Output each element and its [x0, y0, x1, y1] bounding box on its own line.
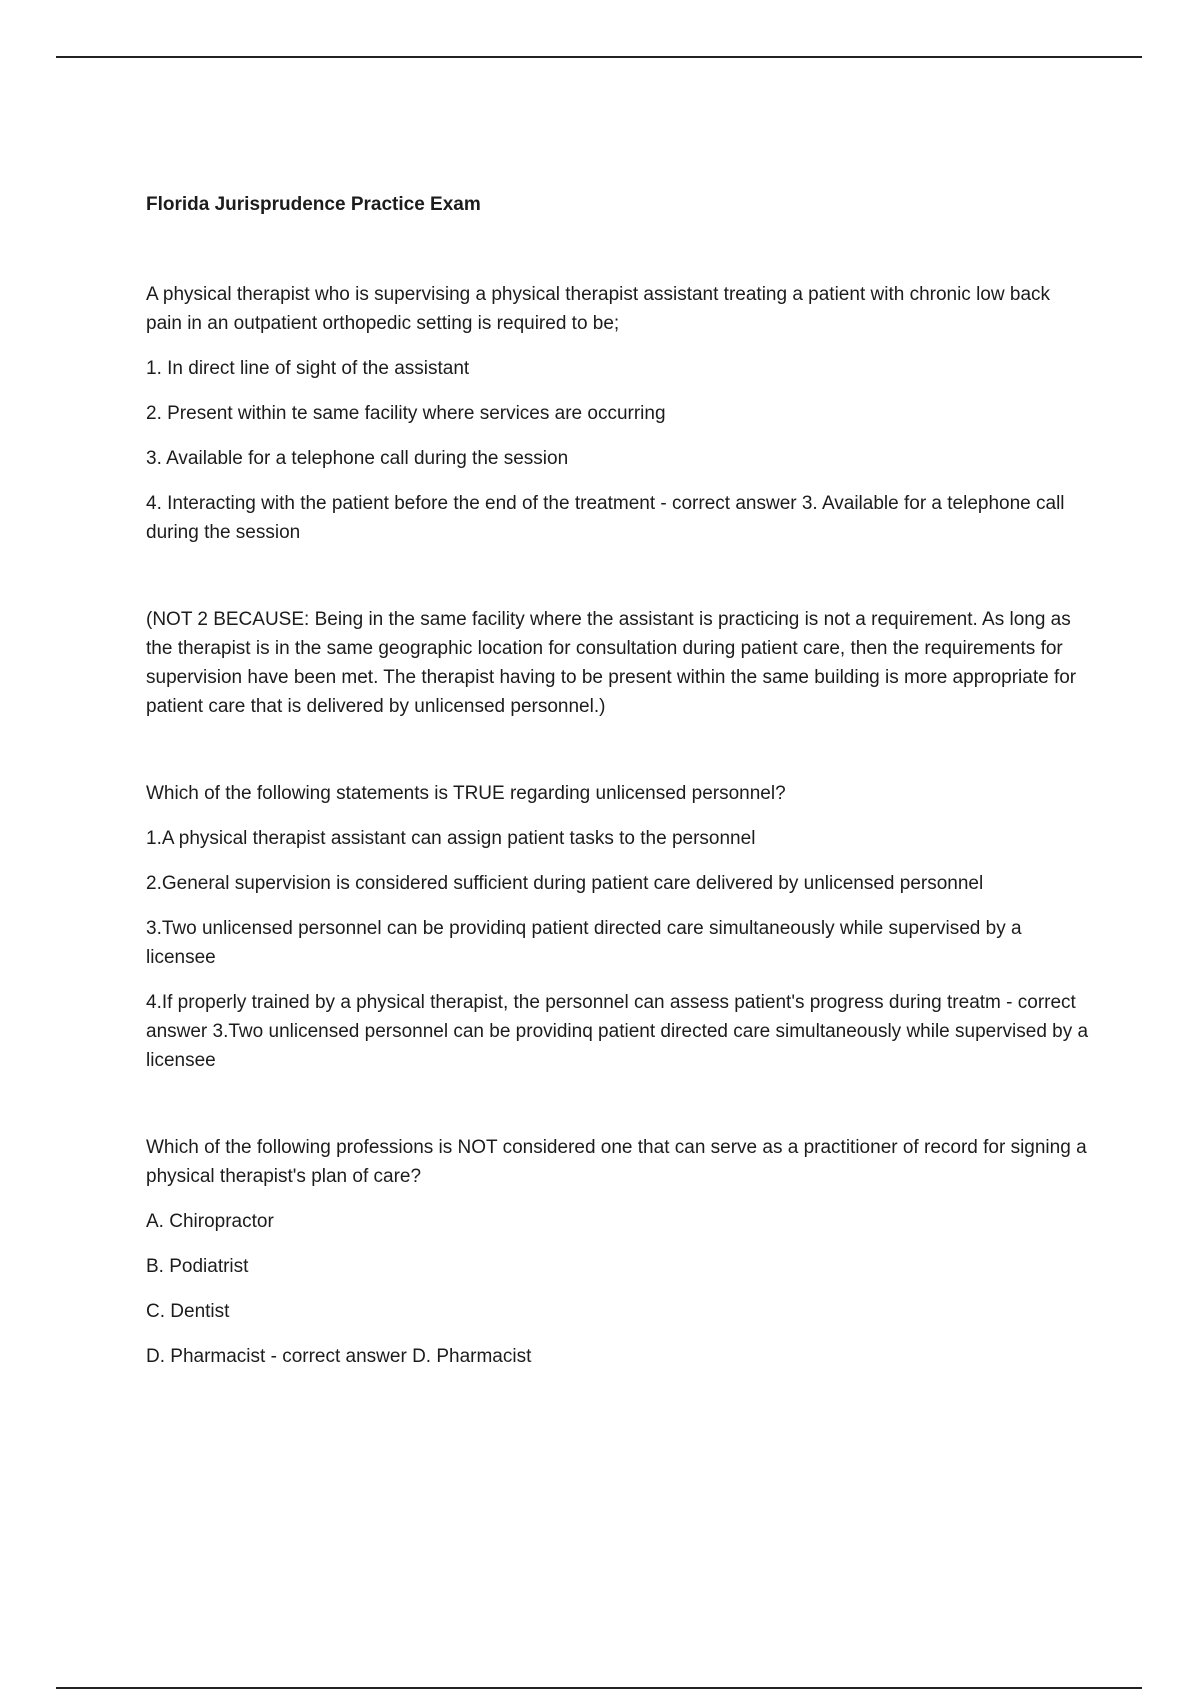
question-1-stem: A physical therapist who is supervising a physical therapist assistant treating a patient with chronic low back pain in an outpatient orthopedic setting is required to be;	[146, 284, 1051, 334]
footer-rule	[56, 1687, 1142, 1689]
question-1-option-2: 2. Present within te same facility where services are occurring	[146, 403, 666, 424]
header-rule	[56, 56, 1142, 58]
question-2-option-3: 3.Two unlicensed personnel can be providinq patient directed care simultaneously while supervised by a licensee	[146, 918, 1022, 968]
question-3-option-c: C. Dentist	[146, 1301, 230, 1322]
question-1-option-4: 4. Interacting with the patient before the end of the treatment - correct answer 3. Available for a telephone call during the session	[146, 493, 1065, 543]
document-body	[146, 190, 1090, 1387]
question-2-option-4: 4.If properly trained by a physical therapist, the personnel can assess patient's progress during treatm - correct answer 3.Two unlicensed personnel can be providinq patient directed care simultaneously while supervised by a licensee	[146, 992, 1089, 1071]
question-3-option-b: B. Podiatrist	[146, 1256, 249, 1277]
question-2-stem: Which of the following statements is TRUE regarding unlicensed personnel?	[146, 783, 786, 804]
question-1-option-3: 3. Available for a telephone call during the session	[146, 448, 569, 469]
question-2-option-2: 2.General supervision is considered sufficient during patient care delivered by unlicensed personnel	[146, 873, 984, 894]
question-2	[146, 779, 1090, 1075]
question-2-option-1: 1.A physical therapist assistant can assign patient tasks to the personnel	[146, 828, 756, 849]
question-1-note: (NOT 2 BECAUSE: Being in the same facility where the assistant is practicing is not a requirement. As long as the therapist is in the same geographic location for consultation during patient care, then the requirements for supervision have been met. The therapist having to be present within the same building is more appropriate for patient care that is delivered by unlicensed personnel.)	[146, 609, 1077, 717]
question-3-option-a: A. Chiropractor	[146, 1211, 274, 1232]
question-1-option-1: 1. In direct line of sight of the assistant	[146, 358, 470, 379]
question-3	[146, 1133, 1090, 1371]
question-3-option-d: D. Pharmacist - correct answer D. Pharmacist	[146, 1346, 532, 1367]
question-1	[146, 280, 1090, 721]
document-title: Florida Jurisprudence Practice Exam	[146, 194, 481, 215]
question-3-stem: Which of the following professions is NOT considered one that can serve as a practitioner of record for signing a physical therapist's plan of care?	[146, 1137, 1087, 1187]
